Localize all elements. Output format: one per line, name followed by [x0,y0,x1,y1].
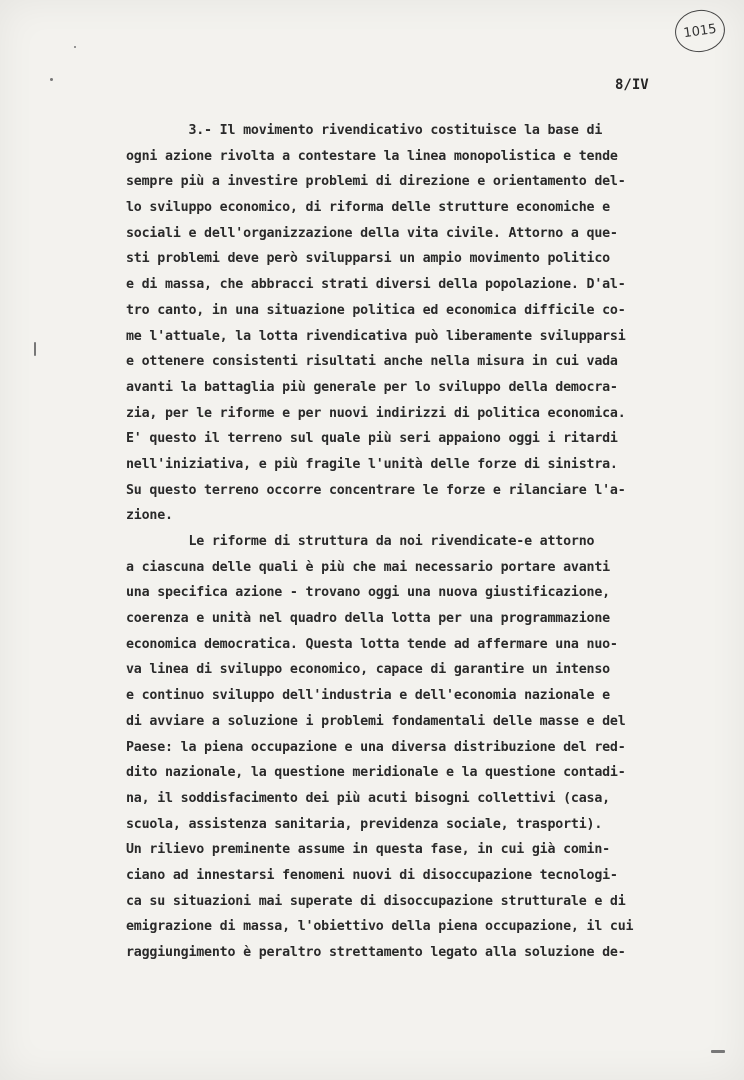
text-line: Su questo terreno occorre concentrare le forze e rilanciare l'a- [126,482,626,498]
body-text [126,118,706,966]
scan-speck [711,1050,725,1053]
scan-speck [34,342,36,356]
archive-stamp: 1015 [672,7,727,56]
text-line: sempre più a investire problemi di direzione e orientamento del- [126,174,626,190]
text-line: zia, per le riforme e per nuovi indirizzi di politica economica. [126,405,626,421]
text-line: a ciascuna delle quali è più che mai necessario portare avanti [126,559,610,575]
text-line: e continuo sviluppo dell'industria e dell'economia nazionale e [126,688,610,704]
scan-speck [74,46,76,48]
text-line: Un rilievo preminente assume in questa fase, in cui già comin- [126,842,610,858]
text-line: dito nazionale, la questione meridionale e la questione contadi- [126,765,626,781]
text-line: tro canto, in una situazione politica ed economica difficile co- [126,302,626,318]
text-line: emigrazione di massa, l'obiettivo della piena occupazione, il cui [126,919,634,935]
text-line: me l'attuale, la lotta rivendicativa può liberamente svilupparsi [126,328,626,344]
text-line: Paese: la piena occupazione e una diversa distribuzione del red- [126,739,626,755]
scan-speck [50,78,53,81]
text-line: E' questo il terreno sul quale più seri appaiono oggi i ritardi [126,431,618,447]
text-line: e ottenere consistenti risultati anche nella misura in cui vada [126,354,618,370]
text-line: avanti la battaglia più generale per lo sviluppo della democra- [126,379,618,395]
text-line: raggiungimento è peraltro strettamento legato alla soluzione de- [126,945,626,960]
text-line: Le riforme di struttura da noi rivendicate-e attorno [126,534,595,549]
text-line: di avviare a soluzione i problemi fondamentali delle masse e del [126,713,626,729]
text-line: na, il soddisfacimento dei più acuti bisogni collettivi (casa, [126,790,610,806]
page-number: 8/IV [615,77,649,93]
text-line: sti problemi deve però svilupparsi un ampio movimento politico [126,251,610,267]
text-line: una specifica azione - trovano oggi una nuova giustificazione, [126,585,610,601]
text-line: coerenza e unità nel quadro della lotta per una programmazione [126,611,610,627]
text-line: zione. [126,508,173,524]
text-line: nell'iniziativa, e più fragile l'unità delle forze di sinistra. [126,456,618,472]
text-line: ciano ad innestarsi fenomeni nuovi di disoccupazione tecnologi- [126,867,618,883]
text-line: economica democratica. Questa lotta tende ad affermare una nuo- [126,636,618,652]
text-line: ca su situazioni mai superate di disoccupazione strutturale e di [126,893,626,909]
text-line: sociali e dell'organizzazione della vita civile. Attorno a que- [126,225,618,241]
text-line: scuola, assistenza sanitaria, previdenza sociale, trasporti). [126,816,603,832]
text-line: ogni azione rivolta a contestare la linea monopolistica e tende [126,148,618,164]
text-line: 3.- Il movimento rivendicativo costituisce la base di [126,123,603,138]
text-line: lo sviluppo economico, di riforma delle strutture economiche e [126,200,610,216]
text-line: va linea di sviluppo economico, capace di garantire un intenso [126,662,610,678]
text-line: e di massa, che abbracci strati diversi della popolazione. D'al- [126,277,626,293]
